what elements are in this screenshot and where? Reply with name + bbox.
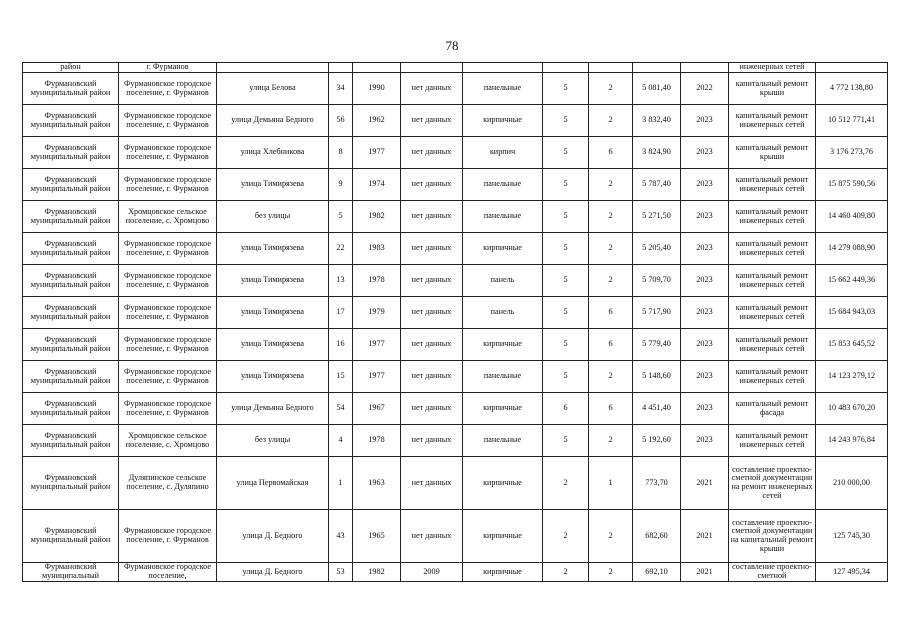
cell-cost: 14 123 279,12	[816, 361, 888, 393]
table-row	[23, 510, 888, 563]
cell-district: Фурмановский муниципальный район	[23, 73, 119, 105]
cell-street: улица Демьяна Бедного	[217, 105, 329, 137]
cell-cost: 125 745,30	[816, 510, 888, 563]
cell-work-type: капитальный ремонт крыши	[729, 73, 816, 105]
cell-street: улица Тимирязева	[217, 297, 329, 329]
cell-work-type: капитальный ремонт инженерных сетей	[729, 105, 816, 137]
cell-district: Фурмановский муниципальный	[23, 563, 119, 582]
table-row	[23, 297, 888, 329]
cell-work-type: капитальный ремонт инженерных сетей	[729, 425, 816, 457]
cell-wall-material: кирпичные	[463, 563, 543, 582]
cell-repair-year	[681, 63, 729, 73]
cell-year-built: 1979	[353, 297, 401, 329]
cell-year-built: 1983	[353, 233, 401, 265]
table-row	[23, 361, 888, 393]
cell-house-number: 1	[329, 457, 353, 510]
cell-area	[633, 63, 681, 73]
cell-area: 5 717,90	[633, 297, 681, 329]
cell-work-type: инженерных сетей	[729, 63, 816, 73]
cell-district: Фурмановский муниципальный район	[23, 137, 119, 169]
cell-floors: 5	[543, 265, 589, 297]
cell-year-overhaul: нет данных	[401, 265, 463, 297]
cell-street: улица Тимирязева	[217, 233, 329, 265]
cell-district: Фурмановский муниципальный район	[23, 265, 119, 297]
cell-house-number: 22	[329, 233, 353, 265]
cell-work-type: составление проектно-сметной документации на ремонт инженерных сетей	[729, 457, 816, 510]
cell-house-number: 43	[329, 510, 353, 563]
cell-district: Фурмановский муниципальный район	[23, 105, 119, 137]
page-number: 78	[445, 38, 459, 53]
cell-house-number: 8	[329, 137, 353, 169]
cell-entrances: 2	[589, 265, 633, 297]
cell-year-built: 1962	[353, 105, 401, 137]
cell-floors: 5	[543, 105, 589, 137]
cell-repair-year: 2023	[681, 137, 729, 169]
table-body	[23, 63, 888, 582]
cell-area: 5 787,40	[633, 169, 681, 201]
cell-area: 5 148,60	[633, 361, 681, 393]
cell-repair-year: 2021	[681, 457, 729, 510]
cell-district: Фурмановский муниципальный район	[23, 457, 119, 510]
cell-work-type: капитальный ремонт инженерных сетей	[729, 297, 816, 329]
cell-settlement: Фурмановское городское поселение, г. Фурманов	[119, 233, 217, 265]
table-row	[23, 265, 888, 297]
cell-settlement: Фурмановское городское поселение, г. Фурманов	[119, 265, 217, 297]
cell-entrances	[589, 63, 633, 73]
cell-house-number: 13	[329, 265, 353, 297]
cell-work-type: капитальный ремонт фасада	[729, 393, 816, 425]
cell-district: Фурмановский муниципальный район	[23, 233, 119, 265]
cell-house-number: 5	[329, 201, 353, 233]
cell-area: 5 271,50	[633, 201, 681, 233]
cell-street: улица Д. Бедного	[217, 510, 329, 563]
cell-repair-year: 2023	[681, 393, 729, 425]
cell-entrances: 2	[589, 201, 633, 233]
table-row	[23, 201, 888, 233]
cell-cost: 15 662 449,36	[816, 265, 888, 297]
cell-work-type: капитальный ремонт крыши	[729, 137, 816, 169]
cell-cost: 15 684 943,03	[816, 297, 888, 329]
cell-area: 5 709,70	[633, 265, 681, 297]
cell-repair-year: 2023	[681, 233, 729, 265]
cell-wall-material: панельные	[463, 425, 543, 457]
cell-repair-year: 2023	[681, 105, 729, 137]
cell-area: 5 779,40	[633, 329, 681, 361]
cell-floors: 5	[543, 329, 589, 361]
cell-wall-material: панель	[463, 297, 543, 329]
cell-entrances: 6	[589, 393, 633, 425]
cell-settlement: г. Фурманов	[119, 63, 217, 73]
cell-street: улица Демьяна Бедного	[217, 393, 329, 425]
cell-settlement: Фурмановское городское поселение, г. Фурманов	[119, 329, 217, 361]
cell-floors: 6	[543, 393, 589, 425]
cell-year-built: 1965	[353, 510, 401, 563]
cell-year-built: 1977	[353, 137, 401, 169]
cell-year-built: 1974	[353, 169, 401, 201]
cell-area: 5 081,40	[633, 73, 681, 105]
cell-wall-material: кирпичные	[463, 510, 543, 563]
cell-cost: 210 000,00	[816, 457, 888, 510]
cell-area: 5 192,60	[633, 425, 681, 457]
cell-district: Фурмановский муниципальный район	[23, 201, 119, 233]
cell-entrances: 2	[589, 425, 633, 457]
cell-cost: 4 772 138,80	[816, 73, 888, 105]
cell-year-overhaul: нет данных	[401, 201, 463, 233]
cell-year-built: 1982	[353, 563, 401, 582]
cell-settlement: Хромцовское сельское поселение, с. Хромцово	[119, 201, 217, 233]
cell-work-type: составление проектно-сметной	[729, 563, 816, 582]
cell-house-number: 17	[329, 297, 353, 329]
cell-district: Фурмановский муниципальный район	[23, 393, 119, 425]
cell-year-built: 1977	[353, 361, 401, 393]
cell-work-type: составление проектно-сметной документации на капитальный ремонт крыши	[729, 510, 816, 563]
cell-settlement: Фурмановское городское поселение, г. Фурманов	[119, 105, 217, 137]
cell-settlement: Фурмановское городское поселение,	[119, 563, 217, 582]
cell-cost: 3 176 273,76	[816, 137, 888, 169]
cell-entrances: 1	[589, 457, 633, 510]
cell-house-number: 56	[329, 105, 353, 137]
cell-year-overhaul: нет данных	[401, 329, 463, 361]
cell-district: Фурмановский муниципальный район	[23, 425, 119, 457]
cell-year-overhaul: нет данных	[401, 233, 463, 265]
cell-wall-material	[463, 63, 543, 73]
cell-cost: 14 279 088,90	[816, 233, 888, 265]
cell-cost: 15 853 645,52	[816, 329, 888, 361]
cell-settlement: Фурмановское городское поселение, г. Фурманов	[119, 393, 217, 425]
cell-year-overhaul: нет данных	[401, 510, 463, 563]
table-row	[23, 563, 888, 582]
cell-year-overhaul: нет данных	[401, 73, 463, 105]
cell-year-built: 1978	[353, 265, 401, 297]
cell-floors: 2	[543, 510, 589, 563]
table-row	[23, 63, 888, 73]
cell-entrances: 2	[589, 563, 633, 582]
cell-entrances: 2	[589, 233, 633, 265]
cell-settlement: Фурмановское городское поселение, г. Фурманов	[119, 361, 217, 393]
table-row	[23, 105, 888, 137]
cell-year-overhaul: нет данных	[401, 169, 463, 201]
cell-floors: 5	[543, 233, 589, 265]
cell-repair-year: 2021	[681, 510, 729, 563]
cell-area: 3 832,40	[633, 105, 681, 137]
cell-settlement: Фурмановское городское поселение, г. Фурманов	[119, 73, 217, 105]
housing-repair-table	[22, 62, 888, 582]
cell-street: без улицы	[217, 425, 329, 457]
cell-settlement: Фурмановское городское поселение, г. Фурманов	[119, 169, 217, 201]
cell-repair-year: 2023	[681, 297, 729, 329]
cell-house-number: 34	[329, 73, 353, 105]
cell-work-type: капитальный ремонт инженерных сетей	[729, 233, 816, 265]
cell-cost: 10 512 771,41	[816, 105, 888, 137]
cell-work-type: капитальный ремонт инженерных сетей	[729, 329, 816, 361]
cell-floors: 5	[543, 169, 589, 201]
cell-area: 5 205,40	[633, 233, 681, 265]
cell-floors: 5	[543, 201, 589, 233]
cell-year-built: 1982	[353, 201, 401, 233]
cell-cost: 15 875 590,56	[816, 169, 888, 201]
cell-cost: 10 483 670,20	[816, 393, 888, 425]
cell-district: Фурмановский муниципальный район	[23, 169, 119, 201]
cell-year-built: 1967	[353, 393, 401, 425]
table-row	[23, 393, 888, 425]
cell-year-built: 1990	[353, 73, 401, 105]
cell-repair-year: 2023	[681, 361, 729, 393]
cell-entrances: 2	[589, 73, 633, 105]
cell-cost: 14 460 409,80	[816, 201, 888, 233]
cell-wall-material: кирпичные	[463, 329, 543, 361]
cell-wall-material: панельные	[463, 73, 543, 105]
cell-entrances: 2	[589, 169, 633, 201]
cell-area: 4 451,40	[633, 393, 681, 425]
cell-area: 692,10	[633, 563, 681, 582]
cell-repair-year: 2023	[681, 169, 729, 201]
cell-repair-year: 2022	[681, 73, 729, 105]
cell-floors: 5	[543, 425, 589, 457]
cell-year-overhaul: нет данных	[401, 297, 463, 329]
cell-year-built: 1978	[353, 425, 401, 457]
table-row	[23, 425, 888, 457]
cell-year-overhaul: нет данных	[401, 393, 463, 425]
cell-house-number: 9	[329, 169, 353, 201]
cell-entrances: 2	[589, 510, 633, 563]
cell-year-overhaul: нет данных	[401, 361, 463, 393]
cell-repair-year: 2023	[681, 329, 729, 361]
cell-house-number: 4	[329, 425, 353, 457]
cell-wall-material: панельные	[463, 361, 543, 393]
cell-wall-material: кирпичные	[463, 105, 543, 137]
cell-floors: 2	[543, 563, 589, 582]
table-row	[23, 329, 888, 361]
cell-year-overhaul	[401, 63, 463, 73]
cell-settlement: Дуляпинское сельское поселение, с. Дуляпино	[119, 457, 217, 510]
cell-year-overhaul: нет данных	[401, 457, 463, 510]
cell-street: улица Тимирязева	[217, 361, 329, 393]
cell-house-number: 15	[329, 361, 353, 393]
cell-street: улица Белова	[217, 73, 329, 105]
cell-district: Фурмановский муниципальный район	[23, 510, 119, 563]
cell-settlement: Фурмановское городское поселение, г. Фурманов	[119, 137, 217, 169]
cell-entrances: 6	[589, 137, 633, 169]
cell-work-type: капитальный ремонт инженерных сетей	[729, 361, 816, 393]
cell-district: Фурмановский муниципальный район	[23, 297, 119, 329]
cell-floors	[543, 63, 589, 73]
cell-district: Фурмановский муниципальный район	[23, 361, 119, 393]
cell-settlement: Фурмановское городское поселение, г. Фурманов	[119, 297, 217, 329]
cell-cost: 14 243 976,84	[816, 425, 888, 457]
cell-cost	[816, 63, 888, 73]
cell-house-number: 16	[329, 329, 353, 361]
cell-district: район	[23, 63, 119, 73]
cell-wall-material: кирпичные	[463, 393, 543, 425]
cell-street: улица Первомайская	[217, 457, 329, 510]
cell-settlement: Фурмановское городское поселение, г. Фурманов	[119, 510, 217, 563]
cell-floors: 5	[543, 361, 589, 393]
cell-street: без улицы	[217, 201, 329, 233]
cell-street: улица Хлебникова	[217, 137, 329, 169]
cell-year-overhaul: нет данных	[401, 425, 463, 457]
cell-area: 682,60	[633, 510, 681, 563]
cell-entrances: 6	[589, 297, 633, 329]
cell-work-type: капитальный ремонт инженерных сетей	[729, 169, 816, 201]
cell-wall-material: кирпичные	[463, 457, 543, 510]
cell-area: 773,70	[633, 457, 681, 510]
cell-street: улица Тимирязева	[217, 265, 329, 297]
table-row	[23, 233, 888, 265]
cell-year-built: 1977	[353, 329, 401, 361]
table-row	[23, 137, 888, 169]
cell-floors: 5	[543, 297, 589, 329]
cell-year-overhaul: 2009	[401, 563, 463, 582]
cell-repair-year: 2023	[681, 425, 729, 457]
cell-cost: 127 495,34	[816, 563, 888, 582]
cell-street: улица Тимирязева	[217, 329, 329, 361]
cell-year-built: 1963	[353, 457, 401, 510]
cell-entrances: 6	[589, 329, 633, 361]
cell-house-number: 54	[329, 393, 353, 425]
cell-floors: 2	[543, 457, 589, 510]
cell-wall-material: панель	[463, 265, 543, 297]
cell-repair-year: 2021	[681, 563, 729, 582]
cell-repair-year: 2023	[681, 201, 729, 233]
cell-settlement: Хромцовское сельское поселение, с. Хромцово	[119, 425, 217, 457]
table-row	[23, 73, 888, 105]
cell-entrances: 2	[589, 361, 633, 393]
cell-floors: 5	[543, 73, 589, 105]
cell-work-type: капитальный ремонт инженерных сетей	[729, 201, 816, 233]
cell-work-type: капитальный ремонт инженерных сетей	[729, 265, 816, 297]
cell-entrances: 2	[589, 105, 633, 137]
cell-repair-year: 2023	[681, 265, 729, 297]
table-row	[23, 457, 888, 510]
cell-wall-material: кирпич	[463, 137, 543, 169]
cell-area: 3 824,90	[633, 137, 681, 169]
cell-floors: 5	[543, 137, 589, 169]
cell-house-number	[329, 63, 353, 73]
cell-street: улица Д. Бедного	[217, 563, 329, 582]
cell-house-number: 53	[329, 563, 353, 582]
cell-street: улица Тимирязева	[217, 169, 329, 201]
table-row	[23, 169, 888, 201]
cell-street	[217, 63, 329, 73]
cell-wall-material: кирпичные	[463, 233, 543, 265]
cell-year-overhaul: нет данных	[401, 137, 463, 169]
cell-district: Фурмановский муниципальный район	[23, 329, 119, 361]
cell-year-built	[353, 63, 401, 73]
cell-year-overhaul: нет данных	[401, 105, 463, 137]
cell-wall-material: панельные	[463, 169, 543, 201]
cell-wall-material: панельные	[463, 201, 543, 233]
